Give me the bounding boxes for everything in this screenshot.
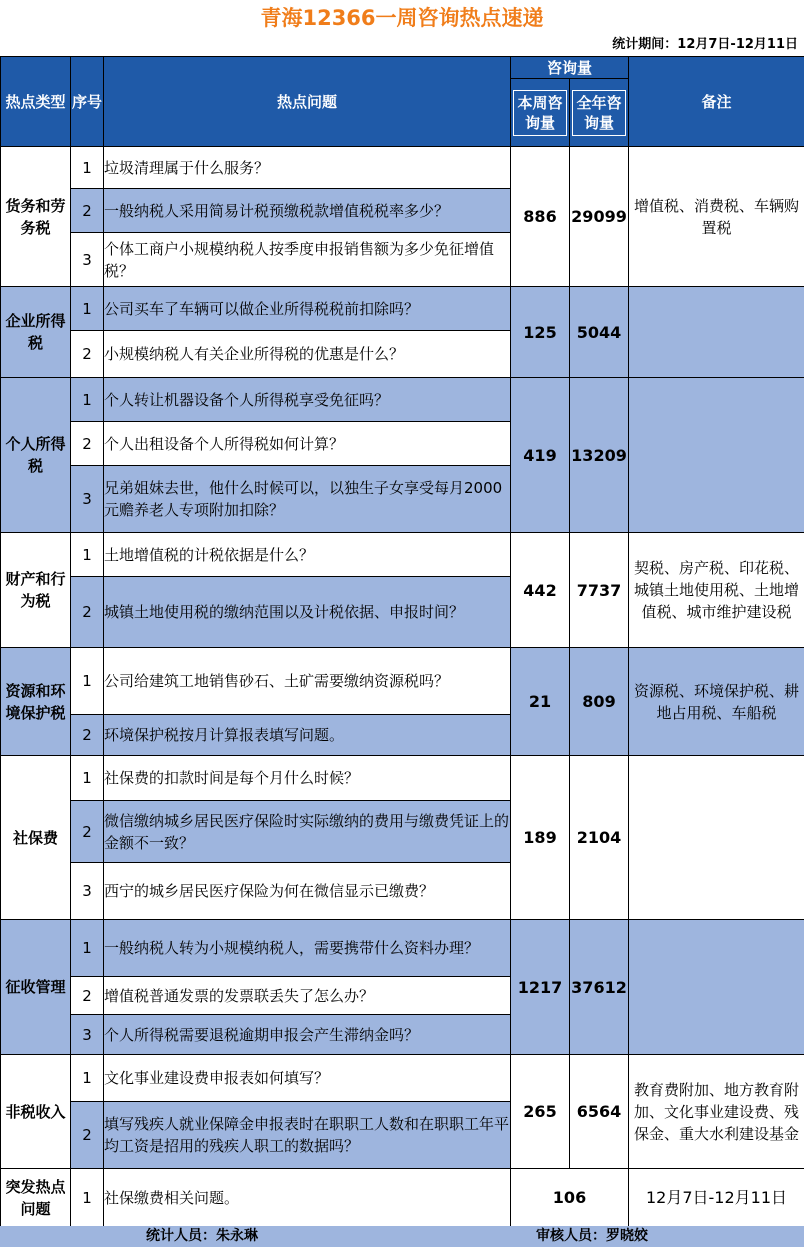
page-title: 青海12366一周咨询热点速递 [260, 6, 544, 30]
question-cell: 填写残疾人就业保障金申报表时在职职工人数和在职职工年平均工资是招用的残疾人职工的数据吗？ [104, 1102, 511, 1169]
seq-cell: 3 [71, 466, 104, 533]
seq-cell: 2 [71, 1102, 104, 1169]
question-cell: 小规模纳税人有关企业所得税的优惠是什么？ [104, 331, 511, 378]
week-count: 442 [511, 533, 570, 648]
seq-cell: 2 [71, 715, 104, 756]
category-cell: 财产和行为税 [1, 533, 71, 648]
seq-cell: 1 [71, 648, 104, 715]
category-cell: 企业所得税 [1, 287, 71, 378]
seq-cell: 1 [71, 920, 104, 977]
seq-cell: 2 [71, 977, 104, 1015]
year-count: 37612 [570, 920, 629, 1055]
note-cell: 增值税、消费税、车辆购置税 [629, 147, 804, 287]
question-cell: 土地增值税的计税依据是什么？ [104, 533, 511, 577]
question-cell: 一般纳税人采用简易计税预缴税款增值税税率多少？ [104, 189, 511, 233]
seq-cell: 1 [71, 147, 104, 189]
note-cell: 契税、房产税、印花税、城镇土地使用税、土地增值税、城市维护建设税 [629, 533, 804, 648]
note-cell [629, 920, 804, 1055]
category-cell: 突发热点问题 [1, 1169, 71, 1227]
note-cell: 12月7日-12月11日 [629, 1169, 804, 1227]
seq-cell: 2 [71, 577, 104, 648]
header-seq: 序号 [71, 57, 104, 147]
note-cell: 教育费附加、地方教育附加、文化事业建设费、残保金、重大水利建设基金 [629, 1055, 804, 1169]
seq-cell: 3 [71, 1015, 104, 1055]
week-count: 886 [511, 147, 570, 287]
question-cell: 公司给建筑工地销售砂石、土矿需要缴纳资源税吗？ [104, 648, 511, 715]
week-count: 265 [511, 1055, 570, 1169]
year-count: 2104 [570, 756, 629, 920]
seq-cell: 1 [71, 287, 104, 331]
hotspot-table [0, 56, 804, 1227]
question-cell: 环境保护税按月计算报表填写问题。 [104, 715, 511, 756]
question-cell: 西宁的城乡居民医疗保险为何在微信显示已缴费？ [104, 863, 511, 920]
question-cell: 公司买车了车辆可以做企业所得税税前扣除吗？ [104, 287, 511, 331]
seq-cell: 1 [71, 756, 104, 801]
seq-cell: 2 [71, 422, 104, 466]
week-count: 1217 [511, 920, 570, 1055]
week-count: 419 [511, 378, 570, 533]
category-cell: 资源和环境保护税 [1, 648, 71, 756]
question-cell: 个人转让机器设备个人所得税享受免征吗？ [104, 378, 511, 422]
note-cell: 资源税、环境保护税、耕地占用税、车船税 [629, 648, 804, 756]
week-count: 189 [511, 756, 570, 920]
sudden-count: 106 [511, 1169, 629, 1227]
category-cell: 非税收入 [1, 1055, 71, 1169]
seq-cell: 1 [71, 1169, 104, 1227]
note-cell [629, 287, 804, 378]
question-cell: 微信缴纳城乡居民医疗保险时实际缴纳的费用与缴费凭证上的金额不一致？ [104, 801, 511, 863]
question-cell: 个体工商户小规模纳税人按季度申报销售额为多少免征增值税？ [104, 233, 511, 287]
header-category: 热点类型 [1, 57, 71, 147]
year-count: 13209 [570, 378, 629, 533]
category-cell: 个人所得税 [1, 378, 71, 533]
seq-cell: 3 [71, 863, 104, 920]
week-count: 21 [511, 648, 570, 756]
question-cell: 增值税普通发票的发票联丢失了怎么办？ [104, 977, 511, 1015]
seq-cell: 1 [71, 378, 104, 422]
year-count: 809 [570, 648, 629, 756]
header-week: 本周咨询量 [511, 79, 570, 147]
stat-period: 统计期间：12月7日-12月11日 [612, 37, 798, 52]
note-cell [629, 756, 804, 920]
question-cell: 城镇土地使用税的缴纳范围以及计税依据、申报时间？ [104, 577, 511, 648]
question-cell: 个人出租设备个人所得税如何计算？ [104, 422, 511, 466]
seq-cell: 2 [71, 189, 104, 233]
header-consult: 咨询量 [511, 57, 629, 79]
stat-person: 统计人员：朱永琳 [146, 1228, 258, 1244]
seq-cell: 1 [71, 533, 104, 577]
year-count: 5044 [570, 287, 629, 378]
question-cell: 社保费的扣款时间是每个月什么时候？ [104, 756, 511, 801]
header-note: 备注 [629, 57, 804, 147]
year-count: 7737 [570, 533, 629, 648]
seq-cell: 2 [71, 801, 104, 863]
question-cell: 兄弟姐妹去世，他什么时候可以，以独生子女享受每月2000元赡养老人专项附加扣除？ [104, 466, 511, 533]
question-cell: 社保缴费相关问题。 [104, 1169, 511, 1227]
seq-cell: 1 [71, 1055, 104, 1102]
seq-cell: 2 [71, 331, 104, 378]
question-cell: 一般纳税人转为小规模纳税人，需要携带什么资料办理？ [104, 920, 511, 977]
header-year: 全年咨询量 [570, 79, 629, 147]
category-cell: 社保费 [1, 756, 71, 920]
footer-bar [0, 1226, 804, 1247]
review-person: 审核人员：罗晓姣 [536, 1228, 648, 1244]
category-cell: 征收管理 [1, 920, 71, 1055]
category-cell: 货务和劳务税 [1, 147, 71, 287]
header-question: 热点问题 [104, 57, 511, 147]
year-count: 29099 [570, 147, 629, 287]
question-cell: 垃圾清理属于什么服务？ [104, 147, 511, 189]
year-count: 6564 [570, 1055, 629, 1169]
question-cell: 文化事业建设费申报表如何填写？ [104, 1055, 511, 1102]
note-cell [629, 378, 804, 533]
week-count: 125 [511, 287, 570, 378]
question-cell: 个人所得税需要退税逾期申报会产生滞纳金吗？ [104, 1015, 511, 1055]
seq-cell: 3 [71, 233, 104, 287]
